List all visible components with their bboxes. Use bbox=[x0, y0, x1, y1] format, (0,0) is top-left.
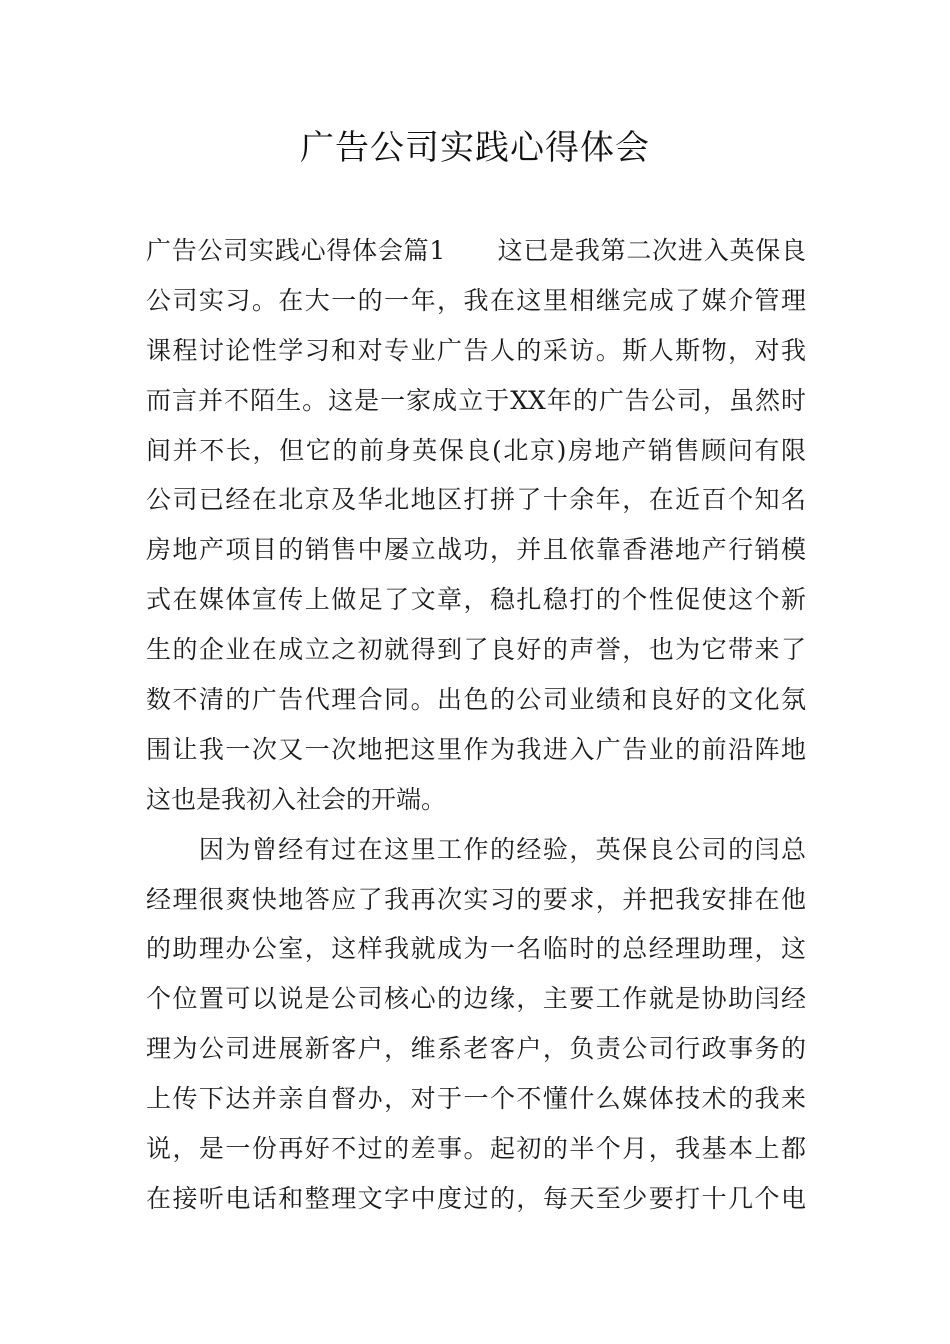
text-line: 课程讨论性学习和对专业广告人的采访。斯人斯物，对我 bbox=[146, 335, 806, 365]
text-line: 说，是一份再好不过的差事。起初的半个月，我基本上都 bbox=[146, 1134, 806, 1164]
text-line: 生的企业在成立之初就得到了良好的声誉，也为它带来了 bbox=[146, 635, 806, 665]
text-line: 公司已经在北京及华北地区打拼了十余年，在近百个知名 bbox=[146, 485, 806, 515]
text-line: 式在媒体宣传上做足了文章，稳扎稳打的个性促使这个新 bbox=[146, 585, 806, 615]
text-line: 围让我一次又一次地把这里作为我进入广告业的前沿阵地 bbox=[146, 734, 806, 764]
text-line: 理为公司进展新客户，维系老客户，负责公司行政事务的 bbox=[146, 1034, 806, 1064]
text-line: 广告公司实践心得体会篇1 这已是我第二次进入英保良 bbox=[146, 236, 806, 265]
text-line: 房地产项目的销售中屡立战功，并且依靠香港地产行销模 bbox=[146, 535, 806, 565]
text-line: 数不清的广告代理合同。出色的公司业绩和良好的文化氛 bbox=[146, 685, 806, 715]
text-line: 因为曾经有过在这里工作的经验，英保良公司的闫总 bbox=[146, 834, 806, 864]
page-title: 广告公司实践心得体会 bbox=[300, 128, 650, 168]
text-line: 间并不长，但它的前身英保良(北京)房地产销售顾问有限 bbox=[146, 435, 806, 465]
text-line: 而言并不陌生。这是一家成立于XX年的广告公司，虽然时 bbox=[146, 385, 806, 415]
text-line: 个位置可以说是公司核心的边缘，主要工作就是协助闫经 bbox=[146, 984, 806, 1014]
text-line: 经理很爽快地答应了我再次实习的要求，并把我安排在他 bbox=[146, 884, 806, 914]
text-line: 公司实习。在大一的一年，我在这里相继完成了媒介管理 bbox=[146, 285, 806, 315]
text-line: 在接听电话和整理文字中度过的，每天至少要打十几个电 bbox=[146, 1183, 806, 1213]
text-line: 这也是我初入社会的开端。 bbox=[146, 784, 447, 814]
text-line: 上传下达并亲自督办，对于一个不懂什么媒体技术的我来 bbox=[146, 1084, 806, 1114]
body-text bbox=[146, 226, 806, 1224]
text-line: 的助理办公室，这样我就成为一名临时的总经理助理，这 bbox=[146, 934, 806, 964]
